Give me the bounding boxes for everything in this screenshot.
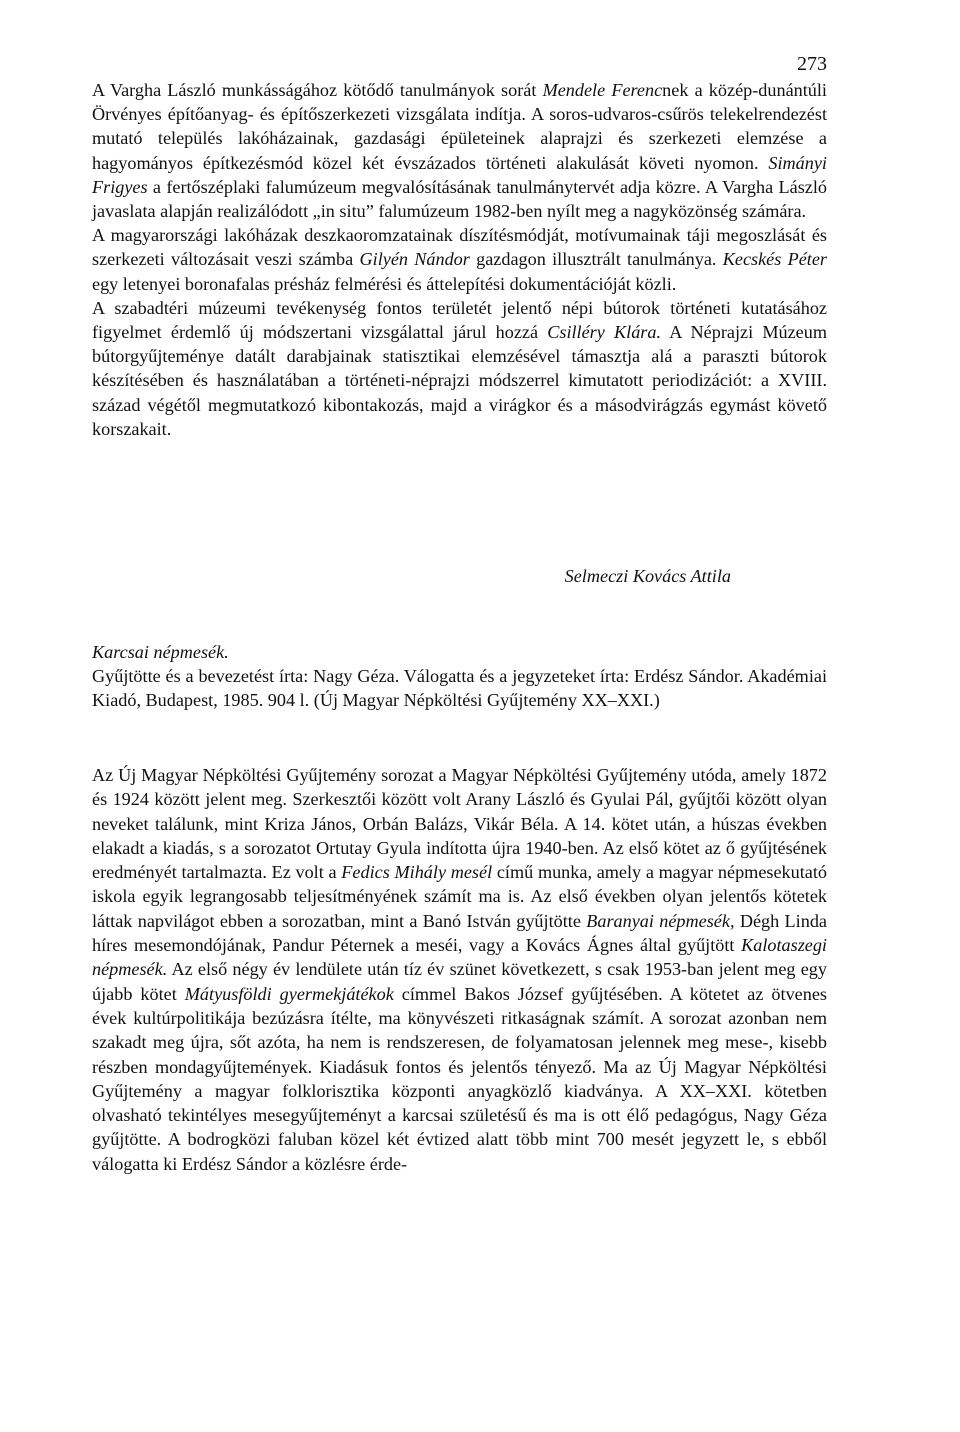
italic-text-run: Kecskés Péter bbox=[722, 249, 827, 270]
text-run: címmel Bakos József gyűjtésében. A kötetet az ötvenes évek kultúrpolitikája bezúzásra ítélte, ma könyvészeti ritkaságnak számít. A sorozat azonban nem szakadt meg újra, sőt azóta, ha nem is rendszeresen, de folyamatosan jelennek meg mese-, kisebb részben mondagyűjtemények. Kiadásuk fontos és jelentős tényező. Ma az Új Magyar Népköltési Gyűjtemény a magyar folklorisztika központi anyagközlő kiadványa. A XX–XXI. kötetben olvasható tekintélyes mesegyűjteményt a karcsai születésű és ma is ott élő pedagógus, Nagy Géza gyűjtötte. A bodrogközi faluban közel két évtized alatt több mint 700 mesét jegyzett le, s ebből válogatta ki Erdész Sándor a közlésre érde- bbox=[92, 983, 827, 1174]
text-run: Az Új Magyar Népköltési Gyűjtemény sorozat a Magyar Népköltési Gyűjtemény utóda, amely 1872 és 1924 között jelent meg. Szerkesztői között volt Arany László és Gyulai Pál, gyűjtői között olyan neveket találunk, mint Kriza János, Orbán Balázs, Vikár Béla. A 14. kötet után, a húszas években elakadt a kiadás, s a sorozatot Ortutay Gyula indította újra 1940-ben. Az első kötet az ő gyűjtésének eredményét tartalmazta. Ez volt a bbox=[92, 765, 827, 883]
italic-text-run: Baranyai népmesék, bbox=[586, 910, 735, 931]
italic-text-run: Mendele Ferenc bbox=[542, 80, 663, 100]
text-run: A magyarországi lakóházak deszkaoromzatainak díszítésmódját, motívumainak táji megoszlását és szerkezeti változásait veszi számba bbox=[92, 225, 827, 270]
text-run: Dégh Linda híres mesemondójának, Pandur Péternek a meséi, vagy a Kovács Ágnes által gyűjtött bbox=[92, 910, 827, 956]
italic-text-run: Simányi Frigyes bbox=[92, 152, 827, 197]
review-1-body bbox=[92, 78, 827, 441]
italic-text-run: Kalotaszegi népmesék. bbox=[92, 935, 827, 980]
text-run: egy letenyei boronafalas présház felmérési és áttelepítési dokumentációját közli. bbox=[92, 273, 677, 294]
text-run: című munka, amely a magyar népmesekutató iskola egyik legrangosabb teljesítményének számít ma is. Az első években olyan jelentős kötetek láttak napvilágot ebben a sorozatban, mint a Banó István gyűjtötte bbox=[92, 862, 827, 931]
italic-text-run: Csilléry Klára. bbox=[547, 322, 662, 343]
review-2-book-title: Karcsai népmesék. bbox=[92, 642, 229, 662]
page-number: 273 bbox=[797, 53, 827, 75]
italic-text-run: Fedics Mihály mesél bbox=[341, 862, 493, 883]
review-1-paragraph bbox=[92, 296, 827, 441]
text-run: A szabadtéri múzeumi tevékenység fontos területét jelentő népi bútorok történeti kutatásához figyelmet érdemlő új módszertani vizsgálattal járul hozzá bbox=[92, 297, 827, 343]
text-run: gazdagon illusztrált tanulmánya. bbox=[469, 249, 723, 270]
italic-text-run: Mátyusföldi gyermekjátékok bbox=[184, 983, 394, 1004]
text-run: nek a közép-dunántúli Örvényes építőanyag- és építőszerkezeti vizsgálata indítja. A soros-udvaros-csűrös telekelrendezést mutató település lakóházainak, gazdasági épületeinek alaprajzi és szerkezeti elemzése a hagyományos építkezésmód közel két évszázados történeti alakulását követi nyomon. bbox=[92, 80, 827, 173]
document-page bbox=[92, 0, 827, 1432]
text-run: Az első négy év lendülete után tíz év szünet következett, s csak 1953-ban jelent meg egy újabb kötet bbox=[92, 959, 827, 1004]
text-run: a fertőszéplaki falumúzeum megvalósításának tanulmánytervét adja közre. A Vargha László javaslata alapján realizálódott „in situ” falumúzeum 1982-ben nyílt meg a nagyközönség számára. bbox=[92, 176, 827, 222]
text-run: A Néprajzi Múzeum bútorgyűjteménye datált darabjainak statisztikai elemzésével támasztja alá a paraszti bútorok készítésében és használatában a történeti-néprajzi módszerrel kimutatott periodizációt: a XVIII. század végétől megmutatkozó kibontakozás, majd a virágkor és a másodvirágzás egymást követő korszakait. bbox=[92, 322, 828, 439]
text-run: A Vargha László munkásságához kötődő tanulmányok sorát bbox=[92, 80, 543, 100]
review-2-book-details: Gyűjtötte és a bevezetést írta: Nagy Géza. Válogatta és a jegyzeteket írta: Erdész Sándor. Akadémiai Kiadó, Budapest, 1985. 904 l. (Új Magyar Népköltési Gyűjtemény XX–XXI.) bbox=[92, 666, 827, 711]
review-1-signature: Selmeczi Kovács Attila bbox=[564, 566, 731, 586]
review-1-paragraph bbox=[92, 78, 827, 223]
review-2-paragraph bbox=[92, 763, 827, 1176]
review-1-paragraph bbox=[92, 223, 827, 296]
italic-text-run: Gilyén Nándor bbox=[359, 249, 470, 270]
review-2-body bbox=[92, 763, 827, 1176]
